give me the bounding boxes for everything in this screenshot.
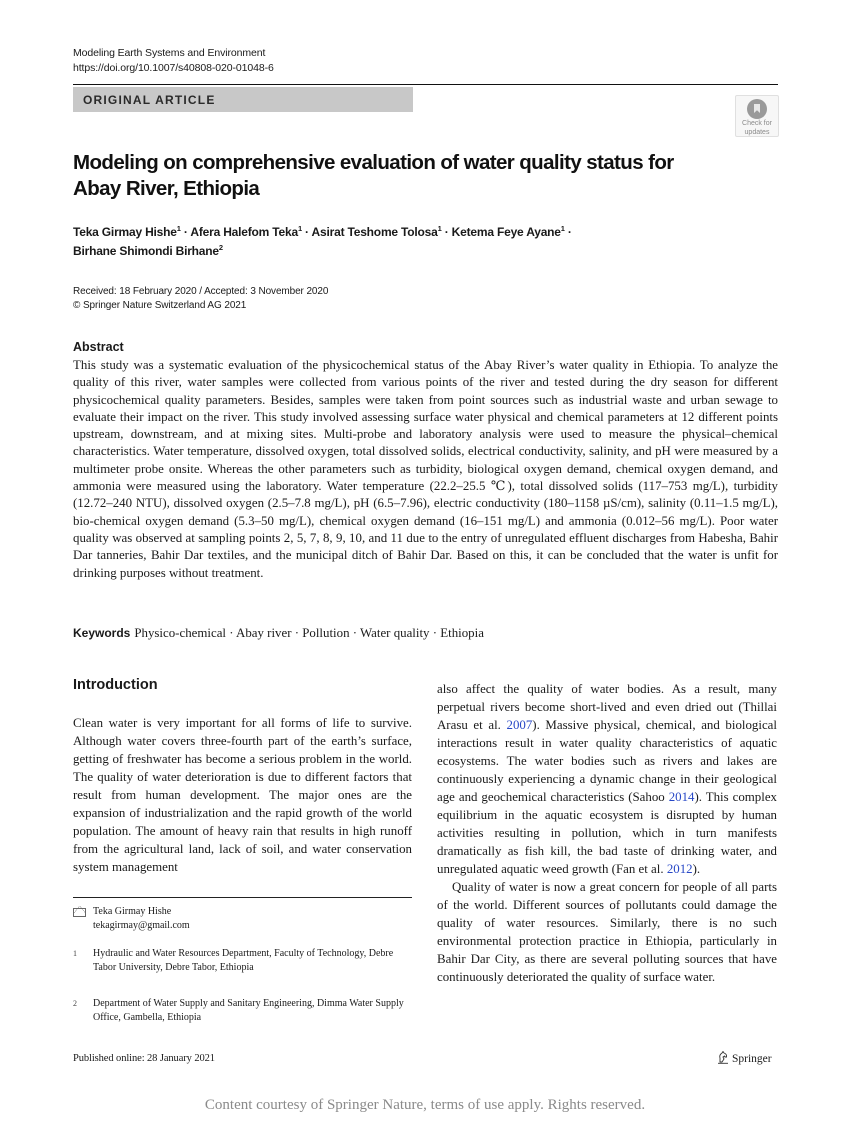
author-separator: · [180,225,191,239]
author-affiliation-mark: 1 [560,224,565,233]
citation-link[interactable]: 2012 [666,862,693,876]
published-online-date: Published online: 28 January 2021 [73,1053,215,1064]
abstract-heading: Abstract [73,340,124,354]
journal-name: Modeling Earth Systems and Environment [73,47,266,59]
paragraph: Quality of water is now a great concern for people of all parts of the world. Different sources of pollutants could damage the quality of water resources. Similarly, there is no such environmental protection practice in Ethiopia, particularly in Bahir Dar City, as there are several polluting sources that have continuously deteriorated the quality of surface water. [437,880,777,984]
header-rule [73,84,778,85]
author-affiliation-mark: 1 [176,224,181,233]
check-for-updates-icon [747,99,767,119]
footnote-rule [73,897,412,898]
journal-header [73,46,274,76]
introduction-left-column: Clean water is very important for all forms of life to survive. Although water covers three-fourth part of the earth’s surface, getting of freshwater has become a serious problem in the world. The quality of water deterioration is due to different factors that result from human development. The major ones are the expansion of industrialization and the rapid growth of the world population. The amount of heavy rain that results in high runoff from the agricultural land, lack of soil, and water conservation system management [73,716,412,874]
publisher-name: Springer [732,1053,772,1065]
courtesy-notice: Content courtesy of Springer Nature, terms of use apply. Rights reserved. [204,1097,646,1113]
introduction-heading: Introduction [73,677,158,693]
paragraph-text: also affect the quality of water bodies. As a result, many perpetual rivers become short-lived and even dried out (Thillai Arasu et al. [437,682,777,732]
paragraph-text: ). This complex equilibrium in the aquatic ecosystem is disrupted by human activities resulting in pollution, which in turn manifests dramatically as fish kill, the bad taste of drinking water, and unregulated aquatic weed growth (Fan et al. [437,790,777,876]
corresponding-author-email[interactable]: tekagirmay@gmail.com [93,920,190,931]
keywords-label: Keywords [73,626,131,640]
author-affiliation-mark: 2 [218,243,223,252]
paragraph-text: ). Massive physical, chemical, and biological interactions result in water quality characteristics of aquatic ecosystems. The water bodies such as rivers and lakes are continuously experiencing a dynamic change in their geological age and geochemical characteristics (Sahoo [437,718,777,804]
envelope-icon [73,908,86,917]
author-affiliation-mark: 1 [437,224,442,233]
author-name[interactable]: Asirat Teshome Tolosa [311,225,438,239]
author-affiliation-mark: 1 [297,224,302,233]
author-name[interactable]: Teka Girmay Hishe [73,225,177,239]
corresponding-author-name: Teka Girmay Hishe [93,906,172,917]
affiliation-footnote [73,947,412,975]
affiliation-footnote [73,997,412,1025]
copyright-notice: © Springer Nature Switzerland AG 2021 [73,300,247,311]
author-separator: · [441,225,452,239]
article-type-label: ORIGINAL ARTICLE [83,93,216,107]
check-for-updates-line1: Check for [742,120,772,127]
affiliation-mark: 2 [73,999,77,1008]
corresponding-author-footnote [73,905,412,933]
paragraph-text: ). [692,862,701,876]
check-for-updates-line2: updates [744,128,770,136]
publisher-logo [717,1051,772,1065]
received-accepted-dates: Received: 18 February 2020 / Accepted: 3 November 2020 [73,286,329,297]
affiliation-text: Hydraulic and Water Resources Department, Faculty of Technology, Debre Tabor University, Debre Tabor, Ethiopia [93,948,394,973]
author-name[interactable]: Birhane Shimondi Birhane [73,244,219,258]
abstract-text: This study was a systematic evaluation of the physicochemical status of the Abay River’s water quality in Ethiopia. To analyze the quality of this river, water samples were collected from various points of the river and tested during the dry season for different physicochemical quality parameters. Besides, samples were taken from point sources such as industrial waste and urban sewage to evaluate their impact on the river. This study involved assessing surface water physical and chemical parameters at 12 different points upstream, downstream, and at mixing sites. Multi-probe and laboratory analysis were used to measure the physical–chemical characteristics. Water temperature, dissolved oxygen, total dissolved solids, electrical conductivity, salinity, and pH were measured by a multimeter probe onsite. Whereas the other parameters such as turbidity, biological oxygen demand, chemical oxygen demand, and ammonia were measured using the laboratory. Water temperature (22.2–25.5 ℃), total dissolved solids (117–753 mg/L), turbidity (12.72–240 NTU), dissolved oxygen (2.5–7.8 mg/L), pH (6.5–7.96), electric conductivity (180–1158 µS/cm), salinity (0.11–1.5 mg/L), bio-chemical oxygen demand (5.3–50 mg/L), chemical oxygen demand (16–151 mg/L) and ammonia (0.012–56 mg/L). Poor water quality was observed at sampling points 2, 5, 7, 8, 9, 10, and 11 due to the entry of unregulated effluent discharges from Habesha, Bahir Dar tanneries, Bahir Dar textiles, and the municipal ditch of Bahir Dar. Based on this, it can be concluded that the water is unfit for drinking purposes without treatment. [73,358,778,580]
author-name[interactable]: Afera Halefom Teka [190,225,298,239]
paragraph [437,680,777,878]
citation-link[interactable]: 2007 [506,718,533,732]
author-list [73,223,773,261]
introduction-right-column [437,680,777,986]
citation-link[interactable]: 2014 [668,790,695,804]
article-title: Modeling on comprehensive evaluation of water quality status for Abay River, Ethiopia [73,151,674,200]
springer-horse-icon [717,1051,729,1064]
check-for-updates-badge[interactable] [735,95,779,137]
doi-link[interactable]: https://doi.org/10.1007/s40808-020-01048-6 [73,62,274,74]
author-separator: · [301,225,312,239]
article-dates [73,285,328,313]
author-separator: · [564,225,572,239]
keywords-list: Physico-chemical · Abay river · Pollution · Water quality · Ethiopia [134,626,484,640]
affiliation-text: Department of Water Supply and Sanitary Engineering, Dimma Water Supply Office, Gambella, Ethiopia [93,998,404,1023]
affiliation-mark: 1 [73,949,77,958]
keywords [73,625,778,642]
article-type-band [73,87,413,112]
author-name[interactable]: Ketema Feye Ayane [451,225,561,239]
